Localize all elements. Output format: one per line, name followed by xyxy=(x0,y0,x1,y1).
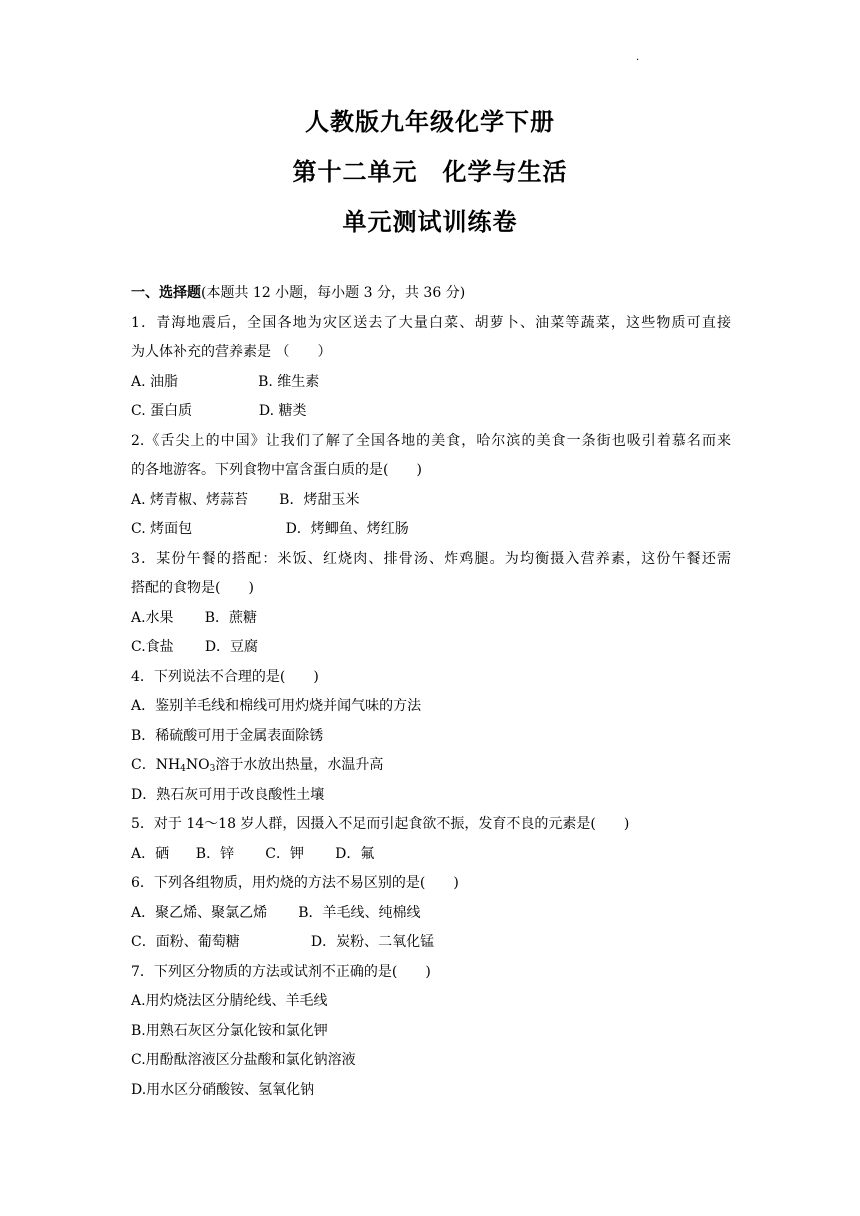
section-heading-label: 一、选择题 xyxy=(131,285,201,301)
question-1-line-1: 1．青海地震后，全国各地为灾区送去了大量白菜、胡萝卜、油菜等蔬菜，这些物质可直接 xyxy=(131,314,731,331)
section-heading xyxy=(131,279,731,309)
document-title: 人教版九年级化学下册 xyxy=(305,108,555,136)
option-c-text: 溶于水放出热量，水温升高 xyxy=(215,757,384,773)
subscript-4: 4 xyxy=(180,764,186,774)
question-6-options-1: A．聚乙烯、聚氯乙烯 B．羊毛线、纯棉线 xyxy=(131,904,421,921)
question-6-options-2: C．面粉、葡萄糖 D．炭粉、二氧化锰 xyxy=(131,934,435,950)
unit-title: 第十二单元 化学与生活 xyxy=(292,158,568,186)
question-3-line-1: 3．某份午餐的搭配：米饭、红烧肉、排骨汤、炸鸡腿。为均衡摄入营养素，这份午餐还需 xyxy=(131,550,731,567)
question-4-option-a: A．鉴别羊毛线和棉线可用灼烧并闻气味的方法 xyxy=(131,698,422,714)
question-1-options-1: A. 油脂 B. 维生素 xyxy=(131,373,320,390)
question-7-option-c: C.用酚酞溶液区分盐酸和氯化钠溶液 xyxy=(131,1052,356,1068)
question-4-option-c xyxy=(131,751,731,781)
question-2-options-1: A. 烤青椒、烤蒜苔 B．烤甜玉米 xyxy=(131,491,360,508)
page-mark: · xyxy=(636,55,640,66)
question-2-options-2: C. 烤面包 D．烤鲫鱼、烤红肠 xyxy=(131,521,409,537)
question-7-option-d: D.用水区分硝酸铵、氢氧化钠 xyxy=(131,1081,315,1098)
option-c-formula: NO xyxy=(185,757,210,773)
question-1-options-2: C. 蛋白质 D. 糖类 xyxy=(131,403,307,419)
question-7-stem: 7．下列区分物质的方法或试剂不正确的是( ) xyxy=(131,963,431,980)
question-6-stem: 6．下列各组物质，用灼烧的方法不易区别的是( ) xyxy=(131,875,459,891)
test-title: 单元测试训练卷 xyxy=(342,208,518,236)
question-3-line-2: 搭配的食物是( ) xyxy=(131,580,254,596)
question-2-line-2: 的各地游客。下列食物中富含蛋白质的是( ) xyxy=(131,462,422,478)
question-7-option-b: B.用熟石灰区分氯化铵和氯化钾 xyxy=(131,1022,328,1039)
subscript-3: 3 xyxy=(209,764,216,774)
question-2-line-1: 2.《舌尖上的中国》让我们了解了全国各地的美食，哈尔滨的美食一条街也吸引着慕名而来 xyxy=(131,432,731,449)
question-5-options: A．硒 B．锌 C．钾 D．氟 xyxy=(131,845,375,862)
question-3-options-2: C.食盐 D．豆腐 xyxy=(131,639,259,655)
question-7-option-a: A.用灼烧法区分腈纶线、羊毛线 xyxy=(131,993,328,1009)
section-heading-detail: (本题共 12 小题，每小题 3 分，共 36 分) xyxy=(201,285,466,301)
question-5-stem: 5．对于 14～18 岁人群，因摄入不足而引起食欲不振，发育不良的元素是( ) xyxy=(131,816,630,832)
question-list xyxy=(131,279,731,1105)
question-1-line-2: 为人体补充的营养素是 （ ） xyxy=(131,344,332,360)
question-4-option-b: B．稀硫酸可用于金属表面除锈 xyxy=(131,727,324,744)
question-4-option-d: D．熟石灰可用于改良酸性土壤 xyxy=(131,786,325,803)
question-3-options-1: A.水果 B．蔗糖 xyxy=(131,609,257,626)
option-c-prefix: C．NH xyxy=(131,757,181,773)
question-4-stem: 4．下列说法不合理的是( ) xyxy=(131,668,319,685)
